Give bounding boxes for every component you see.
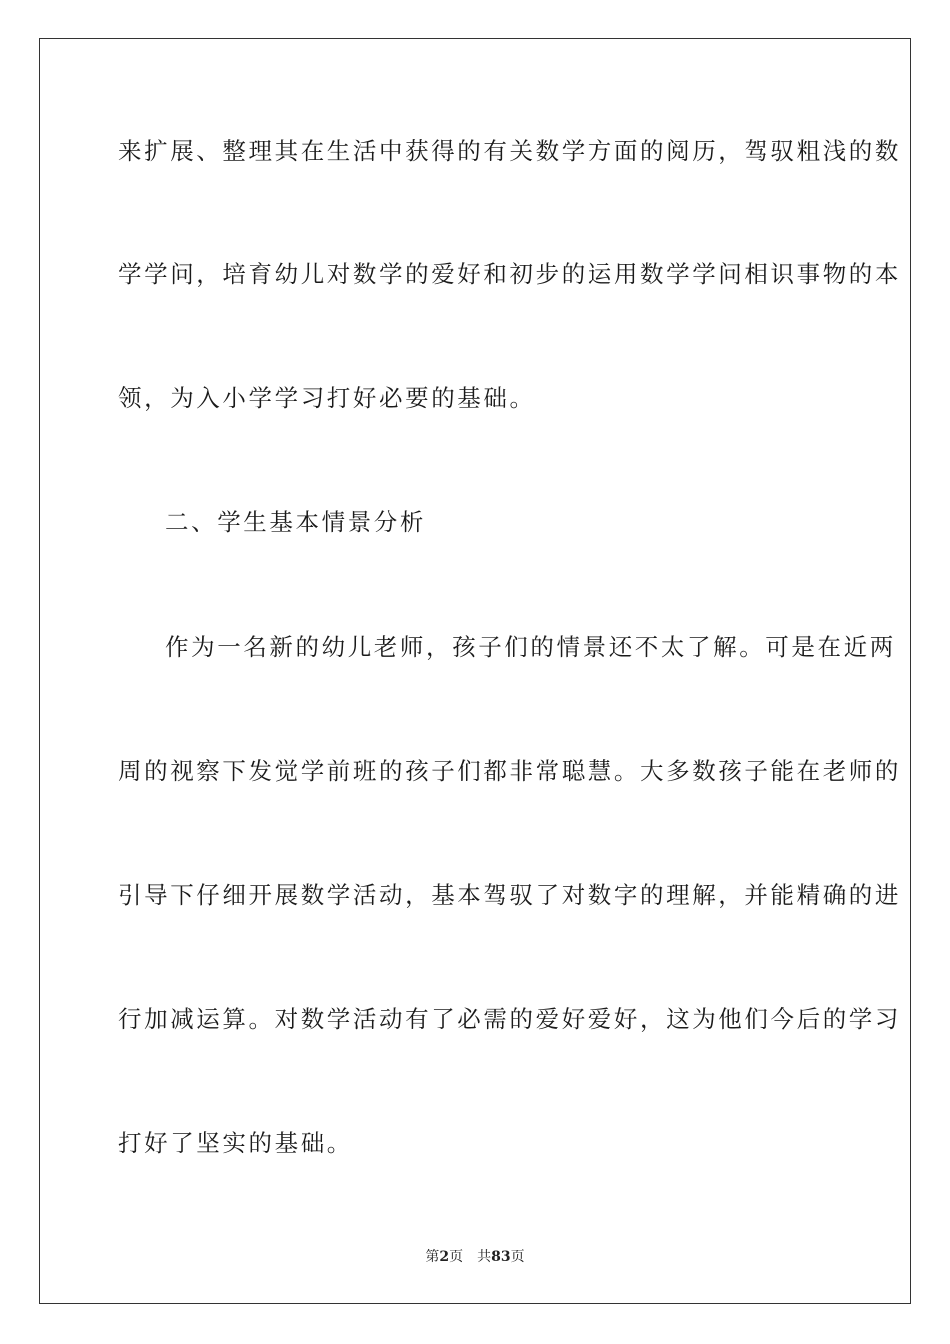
paragraph-line: 引导下仔细开展数学活动，基本驾驭了对数字的理解，并能精确的进 — [118, 881, 901, 909]
total-pages: 83 — [491, 1249, 511, 1265]
page-number: 2 — [439, 1249, 450, 1265]
paragraph-line: 作为一名新的幼儿老师，孩子们的情景还不太了解。可是在近两 — [165, 633, 896, 661]
paragraph-line: 来扩展、整理其在生活中获得的有关数学方面的阅历，驾驭粗浅的数 — [118, 137, 901, 165]
paragraph-line: 周的视察下发觉学前班的孩子们都非常聪慧。大多数孩子能在老师的 — [118, 757, 901, 785]
page-prefix: 第 — [425, 1249, 440, 1265]
paragraph-line: 行加减运算。对数学活动有了必需的爱好爱好，这为他们今后的学习 — [118, 1005, 901, 1033]
section-heading: 二、学生基本情景分析 — [165, 508, 426, 536]
total-prefix: 共 — [477, 1249, 492, 1265]
page-border — [39, 38, 911, 1304]
paragraph-line: 学学问，培育幼儿对数学的爱好和初步的运用数学学问相识事物的本 — [118, 260, 901, 288]
paragraph-line: 领，为入小学学习打好必要的基础。 — [118, 384, 536, 412]
total-suffix: 页 — [510, 1249, 525, 1265]
page-footer — [0, 1247, 950, 1267]
paragraph-line: 打好了坚实的基础。 — [118, 1129, 353, 1157]
page-suffix: 页 — [449, 1249, 464, 1265]
